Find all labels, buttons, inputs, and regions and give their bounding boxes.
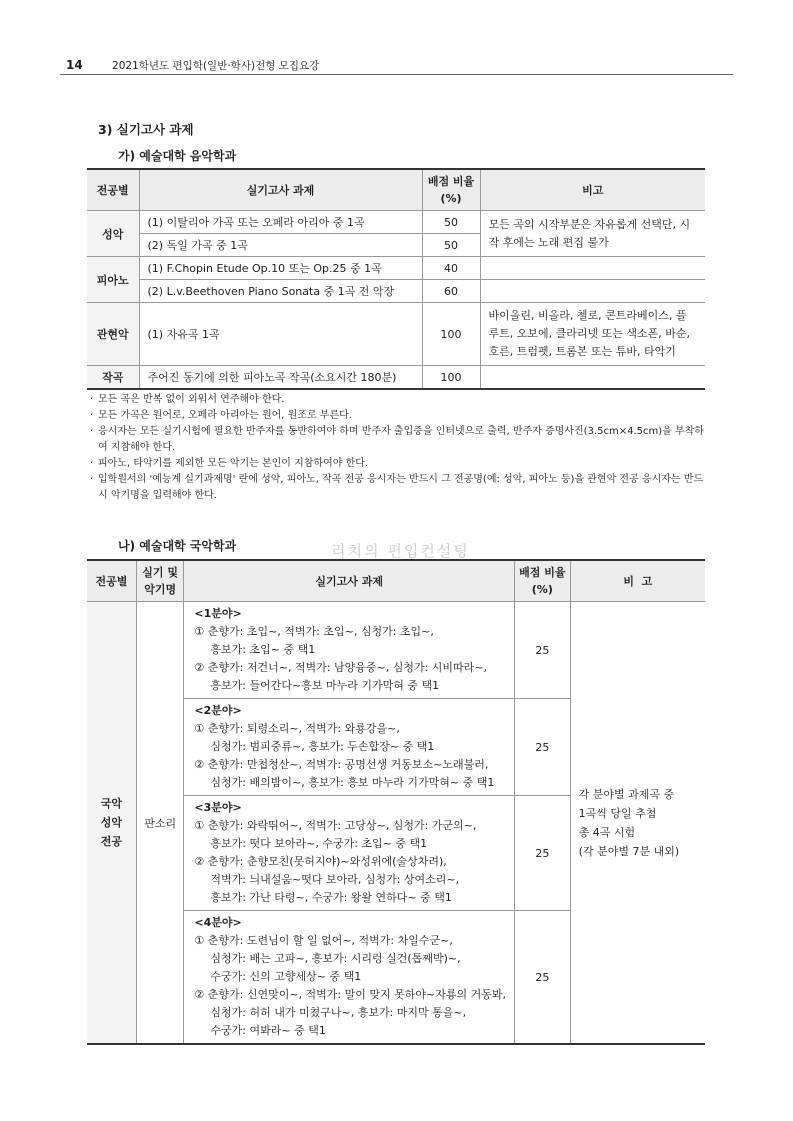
col-header-score: 배점 비율 (%): [422, 169, 480, 211]
note-cell-empty: [480, 257, 705, 280]
task-line: ② 춘향가: 춘향모친(못허지야)~와성위에(술상차려),: [194, 855, 447, 868]
area-3-task: [184, 796, 515, 911]
area-title: <1분야>: [194, 607, 242, 620]
task-line: 흥보가: 떳다 보아라~, 수궁가: 초입~ 중 택1: [210, 837, 428, 850]
table-row: [87, 602, 705, 699]
major-vocal: 성악: [87, 211, 139, 257]
note-item: · 피아노, 타악기를 제외한 모든 악기는 본인이 지참하여야 한다.: [90, 456, 708, 472]
task-line: 심청가: 배는 고파~, 흥보가: 시리렁 실건(톱째박)~,: [210, 952, 461, 965]
table-header-row: [87, 169, 705, 211]
music-exam-table: [87, 168, 705, 390]
task-cell: (1) 자유곡 1곡: [139, 303, 422, 366]
task-line: 심청가: 범피중류~, 흥보가: 두손합장~ 중 택1: [210, 740, 435, 753]
task-cell: (2) L.v.Beethoven Piano Sonata 중 1곡 전 악장: [139, 280, 422, 303]
col-header-task: 실기고사 과제: [184, 560, 515, 602]
note-cell: 바이올린, 비올라, 첼로, 콘트라베이스, 플루트, 오보에, 클라리넷 또는 색소폰, 바순, 호른, 트럼펫, 트롬본 또는 튜바, 타악기: [480, 303, 705, 366]
task-line: ① 춘향가: 도련님이 할 일 없어~, 적벽가: 차일수군~,: [194, 934, 453, 947]
music-dept-title: 가) 예술대학 음악학과: [118, 149, 237, 163]
note-item: · 모든 가곡은 원어로, 오페라 아리아는 원어, 원조로 부른다.: [90, 408, 708, 424]
note-cell-empty: [480, 366, 705, 390]
note-cell-empty: [480, 280, 705, 303]
col-header-major: 전공별: [87, 560, 136, 602]
major-piano: 피아노: [87, 257, 139, 303]
task-cell: (1) F.Chopin Etude Op.10 또는 Op.25 중 1곡: [139, 257, 422, 280]
score-cell: 50: [422, 234, 480, 257]
table-row: [87, 303, 705, 366]
table-row: [87, 211, 705, 234]
notes-list: [90, 392, 708, 504]
task-line: 흥보가: 가난 타령~, 수궁가: 왕왈 연하다~ 중 택1: [210, 891, 452, 904]
score-cell: 25: [514, 699, 570, 796]
task-line: 흥보가: 초입~ 중 택1: [210, 643, 316, 656]
task-line: 수궁가: 여봐라~ 중 택1: [210, 1024, 326, 1037]
score-cell: 25: [514, 602, 570, 699]
task-line: ② 춘향가: 만첩청산~, 적벽가: 공명선생 거동보소~노래불러,: [194, 758, 489, 771]
task-line: 심청가: 허허 내가 미쳤구나~, 흥보가: 마지막 통을~,: [210, 1006, 467, 1019]
section-title: 3) 실기고사 과제: [98, 122, 194, 137]
table-row: [87, 366, 705, 390]
area-2-task: [184, 699, 515, 796]
score-cell: 100: [422, 303, 480, 366]
watermark-line1: 리치의 편입컨설팅: [331, 542, 470, 560]
table-header-row: [87, 560, 705, 602]
score-cell: 50: [422, 211, 480, 234]
task-cell: (1) 이탈리아 가곡 또는 오페라 아리아 중 1곡: [139, 211, 422, 234]
task-line: 수궁가: 신의 고향세상~ 중 택1: [210, 970, 362, 983]
major-composition: 작곡: [87, 366, 139, 390]
table-row: [87, 280, 705, 303]
task-line: 적벽가: 늬내설움~떳다 보아라, 심청가: 상여소리~,: [210, 873, 460, 886]
area-4-task: [184, 911, 515, 1045]
major-orchestra: 관현악: [87, 303, 139, 366]
header-divider: [60, 74, 733, 75]
score-cell: 40: [422, 257, 480, 280]
task-line: 심청가: 배의밤이~, 흥보가: 흥보 마누라 기가막혀~ 중 택1: [210, 776, 495, 789]
score-cell: 100: [422, 366, 480, 390]
task-line: 흥보가: 들어간다~흥보 마누라 기가막혀 중 택1: [210, 679, 440, 692]
major-cell: 국악 성악 전공: [87, 602, 136, 1045]
score-cell: 60: [422, 280, 480, 303]
task-line: ② 춘향가: 저건너~, 적벽가: 남양융중~, 심청가: 시비따라~,: [194, 661, 488, 674]
page-header: [66, 58, 319, 73]
score-cell: 25: [514, 911, 570, 1045]
col-header-instrument: 실기 및 악기명: [136, 560, 184, 602]
area-1-task: [184, 602, 515, 699]
header-title: 2021학년도 편입학(일반·학사)전형 모집요강: [112, 60, 320, 72]
instrument-cell: 판소리: [136, 602, 184, 1045]
score-cell: 25: [514, 796, 570, 911]
korean-music-exam-table: [87, 559, 705, 1045]
remark-cell: 각 분야별 과제곡 중 1곡씩 당일 추첨 총 4곡 시험 (각 분야별 7분 내외): [570, 602, 705, 1045]
task-line: ① 춘향가: 퇴령소리~, 적벽가: 와룡강을~,: [194, 722, 400, 735]
task-line: ① 춘향가: 초입~, 적벽가: 초입~, 심청가: 초입~,: [194, 625, 434, 638]
note-cell: 모든 곡의 시작부분은 자유롭게 선택단, 시작 후에는 노래 편집 불가: [480, 211, 705, 257]
area-title: <3분야>: [194, 801, 242, 814]
col-header-note: 비고: [480, 169, 705, 211]
area-title: <4분야>: [194, 916, 242, 929]
note-item: · 응시자는 모든 실기시험에 필요한 반주자를 동반하여야 하며 반주자 출입증을 인터넷으로 출력, 반주자 증명사진(3.5cm×4.5cm)을 부착하여 지참해야 한다.: [90, 424, 708, 456]
task-line: ② 춘향가: 신연맞이~, 적벽가: 말이 맞지 못하야~자룡의 거동봐,: [194, 988, 506, 1001]
note-item: · 모든 곡은 반복 없이 외워서 연주해야 한다.: [90, 392, 708, 408]
task-line: ① 춘향가: 와락뛰어~, 적벽가: 고당상~, 심청가: 가군의~,: [194, 819, 477, 832]
task-cell: 주어진 동기에 의한 피아노곡 작곡(소요시간 180분): [139, 366, 422, 390]
page-number: 14: [66, 58, 83, 72]
korean-dept-title: 나) 예술대학 국악학과: [118, 539, 237, 553]
col-header-major: 전공별: [87, 169, 139, 211]
col-header-score: 배점 비율 (%): [514, 560, 570, 602]
col-header-task: 실기고사 과제: [139, 169, 422, 211]
task-cell: (2) 독일 가곡 중 1곡: [139, 234, 422, 257]
note-item: · 입학원서의 '예능계 실기과제명' 란에 성악, 피아노, 작곡 전공 응시자는 반드시 그 전공명(예: 성악, 피아노 등)을 관현악 전공 응시자는 반드시 악기명을 입력해야 한다.: [90, 472, 708, 504]
col-header-remark: 비 고: [570, 560, 705, 602]
area-title: <2분야>: [194, 704, 242, 717]
table-row: [87, 257, 705, 280]
